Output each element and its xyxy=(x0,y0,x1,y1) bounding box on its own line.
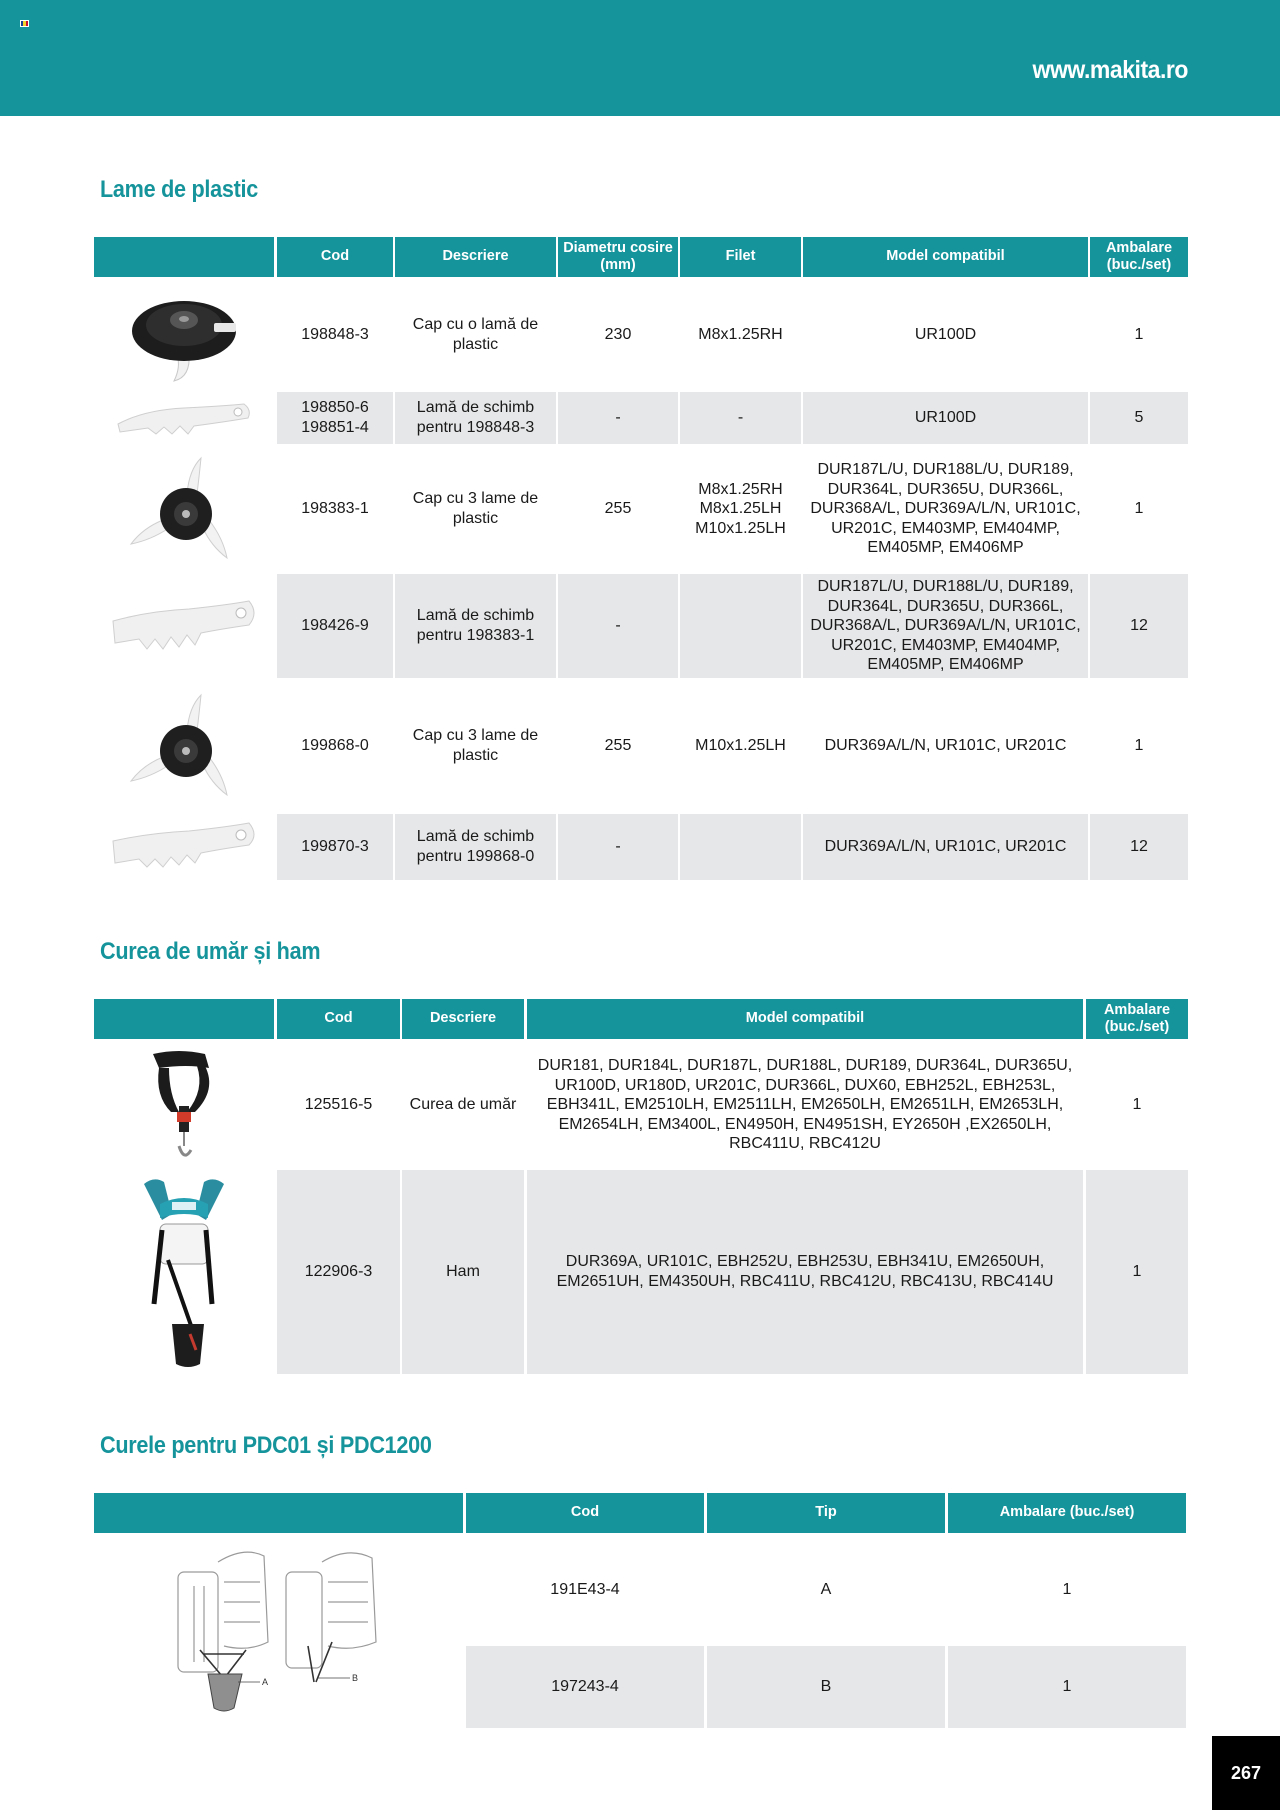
cell-model: DUR181, DUR184L, DUR187L, DUR188L, DUR189, DUR364L, DUR365U, UR100D, UR180D, UR201C, DUR366L, DUX60, EBH252L, EBH253L, EBH341L, EM2510LH, EM2511LH, EM2650LH, EM2651LH, EM2653LH, EM2654LH, EM3400L, EN4950H, EN4951SH, EY2650H ,EX2650LH, RBC411U, RBC412U xyxy=(537,1057,1073,1153)
section-title-lame-plastic: Lame de plastic xyxy=(100,176,259,203)
header-model: Model compatibil xyxy=(527,999,1083,1039)
cell-model: UR100D xyxy=(803,392,1088,444)
cell-cod: 191E43-4 xyxy=(550,1581,620,1599)
header-image-column xyxy=(94,999,274,1039)
drawing-label-a: A xyxy=(261,1677,268,1687)
cell-filet: M10x1.25LH xyxy=(695,737,786,755)
cell-filet: M8x1.25RH xyxy=(698,326,783,344)
cell-filet: - xyxy=(680,392,801,444)
header-filet: Filet xyxy=(680,237,801,277)
section-title-curele-pdc: Curele pentru PDC01 și PDC1200 xyxy=(100,1432,432,1459)
cell-diametru: - xyxy=(558,574,678,678)
backpack-harness-drawing-image xyxy=(94,1536,463,1728)
header-diametru: Diametru cosire (mm) xyxy=(558,237,678,277)
cell-descriere: Cap cu 3 lame de plastic xyxy=(412,490,539,527)
cell-descriere: Ham xyxy=(402,1170,524,1374)
header-ambalare: Ambalare (buc./set) xyxy=(948,1493,1186,1533)
single-replacement-blade-image xyxy=(94,392,274,444)
drawing-label-b: B xyxy=(351,1673,358,1683)
cell-cod: 199870-3 xyxy=(277,814,393,880)
cell-model: UR100D xyxy=(914,326,977,344)
cell-cod: 122906-3 xyxy=(277,1170,400,1374)
replacement-blade-image xyxy=(94,814,274,880)
header-cod: Cod xyxy=(277,237,393,277)
site-url[interactable]: www.makita.ro xyxy=(1032,56,1188,84)
header-tip: Tip xyxy=(707,1493,945,1533)
cell-diametru: 255 xyxy=(604,500,632,518)
cell-descriere: Curea de umăr xyxy=(409,1096,517,1114)
cell-model: DUR187L/U, DUR188L/U, DUR189, DUR364L, DUR365U, DUR366L, DUR368A/L, DUR369A/L/N, UR101C, UR201C, EM403MP, EM404MP, EM405MP, EM406MP xyxy=(803,574,1088,678)
page-number: 267 xyxy=(1212,1736,1280,1810)
cell-diametru: 255 xyxy=(604,737,632,755)
header-image-column xyxy=(94,237,274,277)
cell-cod: 125516-5 xyxy=(304,1096,373,1114)
cell-cod: 198848-3 xyxy=(301,326,369,344)
cell-ambalare: 1 xyxy=(1134,500,1144,518)
cell-ambalare: 1 xyxy=(948,1646,1186,1728)
cell-model: DUR369A, UR101C, EBH252U, EBH253U, EBH341U, EM2650UH, EM2651UH, EM4350UH, RBC411U, RBC412U, RBC413U, RBC414U xyxy=(527,1170,1083,1374)
cell-descriere: Lamă de schimb pentru 199868-0 xyxy=(395,814,556,880)
three-blade-head-image xyxy=(94,680,274,812)
header-cod: Cod xyxy=(466,1493,704,1533)
section-title-curea-ham: Curea de umăr și ham xyxy=(100,938,321,965)
cell-diametru: - xyxy=(558,814,678,880)
cell-tip: B xyxy=(707,1646,945,1728)
cell-ambalare: 1 xyxy=(1132,1096,1142,1114)
cell-diametru: 230 xyxy=(604,326,632,344)
single-blade-head-image xyxy=(94,280,274,390)
header-ambalare: Ambalare (buc./set) xyxy=(1090,237,1188,277)
cell-ambalare: 1 xyxy=(1134,737,1144,755)
cell-tip: A xyxy=(820,1581,832,1599)
cell-ambalare: 12 xyxy=(1090,814,1188,880)
cell-ambalare: 1 xyxy=(1062,1581,1072,1599)
cell-descriere: Cap cu 3 lame de plastic xyxy=(412,727,539,764)
cell-cod: 198383-1 xyxy=(301,500,369,518)
cell-model: DUR187L/U, DUR188L/U, DUR189, DUR364L, DUR365U, DUR366L, DUR368A/L, DUR369A/L/N, UR101C, UR201C, EM403MP, EM404MP, EM405MP, EM406MP xyxy=(810,461,1081,557)
cell-filet: M8x1.25RH M8x1.25LH M10x1.25LH xyxy=(695,480,786,537)
cell-filet xyxy=(680,574,801,678)
cell-descriere: Cap cu o lamă de plastic xyxy=(412,316,539,353)
three-blade-head-image xyxy=(94,446,274,572)
replacement-blade-image xyxy=(94,574,274,678)
romania-flag-icon xyxy=(20,20,29,27)
harness-image xyxy=(94,1170,274,1374)
cell-cod: 197243-4 xyxy=(466,1646,704,1728)
cell-ambalare: 1 xyxy=(1086,1170,1188,1374)
header-image-column xyxy=(94,1493,463,1533)
cell-model: DUR369A/L/N, UR101C, UR201C xyxy=(824,737,1067,755)
cell-ambalare: 12 xyxy=(1090,574,1188,678)
header-ambalare: Ambalare (buc./set) xyxy=(1086,999,1188,1039)
cell-cod: 198426-9 xyxy=(277,574,393,678)
cell-cod: 198850-6 198851-4 xyxy=(277,392,393,444)
cell-cod: 199868-0 xyxy=(301,737,369,755)
header-cod: Cod xyxy=(277,999,400,1039)
cell-ambalare: 1 xyxy=(1134,326,1144,344)
header-model: Model compatibil xyxy=(803,237,1088,277)
shoulder-strap-image xyxy=(94,1042,274,1168)
cell-filet xyxy=(680,814,801,880)
header-descriere: Descriere xyxy=(395,237,556,277)
cell-model: DUR369A/L/N, UR101C, UR201C xyxy=(803,814,1088,880)
top-banner xyxy=(0,0,1280,116)
cell-ambalare: 5 xyxy=(1090,392,1188,444)
cell-descriere: Lamă de schimb pentru 198848-3 xyxy=(395,392,556,444)
cell-descriere: Lamă de schimb pentru 198383-1 xyxy=(395,574,556,678)
cell-diametru: - xyxy=(558,392,678,444)
header-descriere: Descriere xyxy=(402,999,524,1039)
